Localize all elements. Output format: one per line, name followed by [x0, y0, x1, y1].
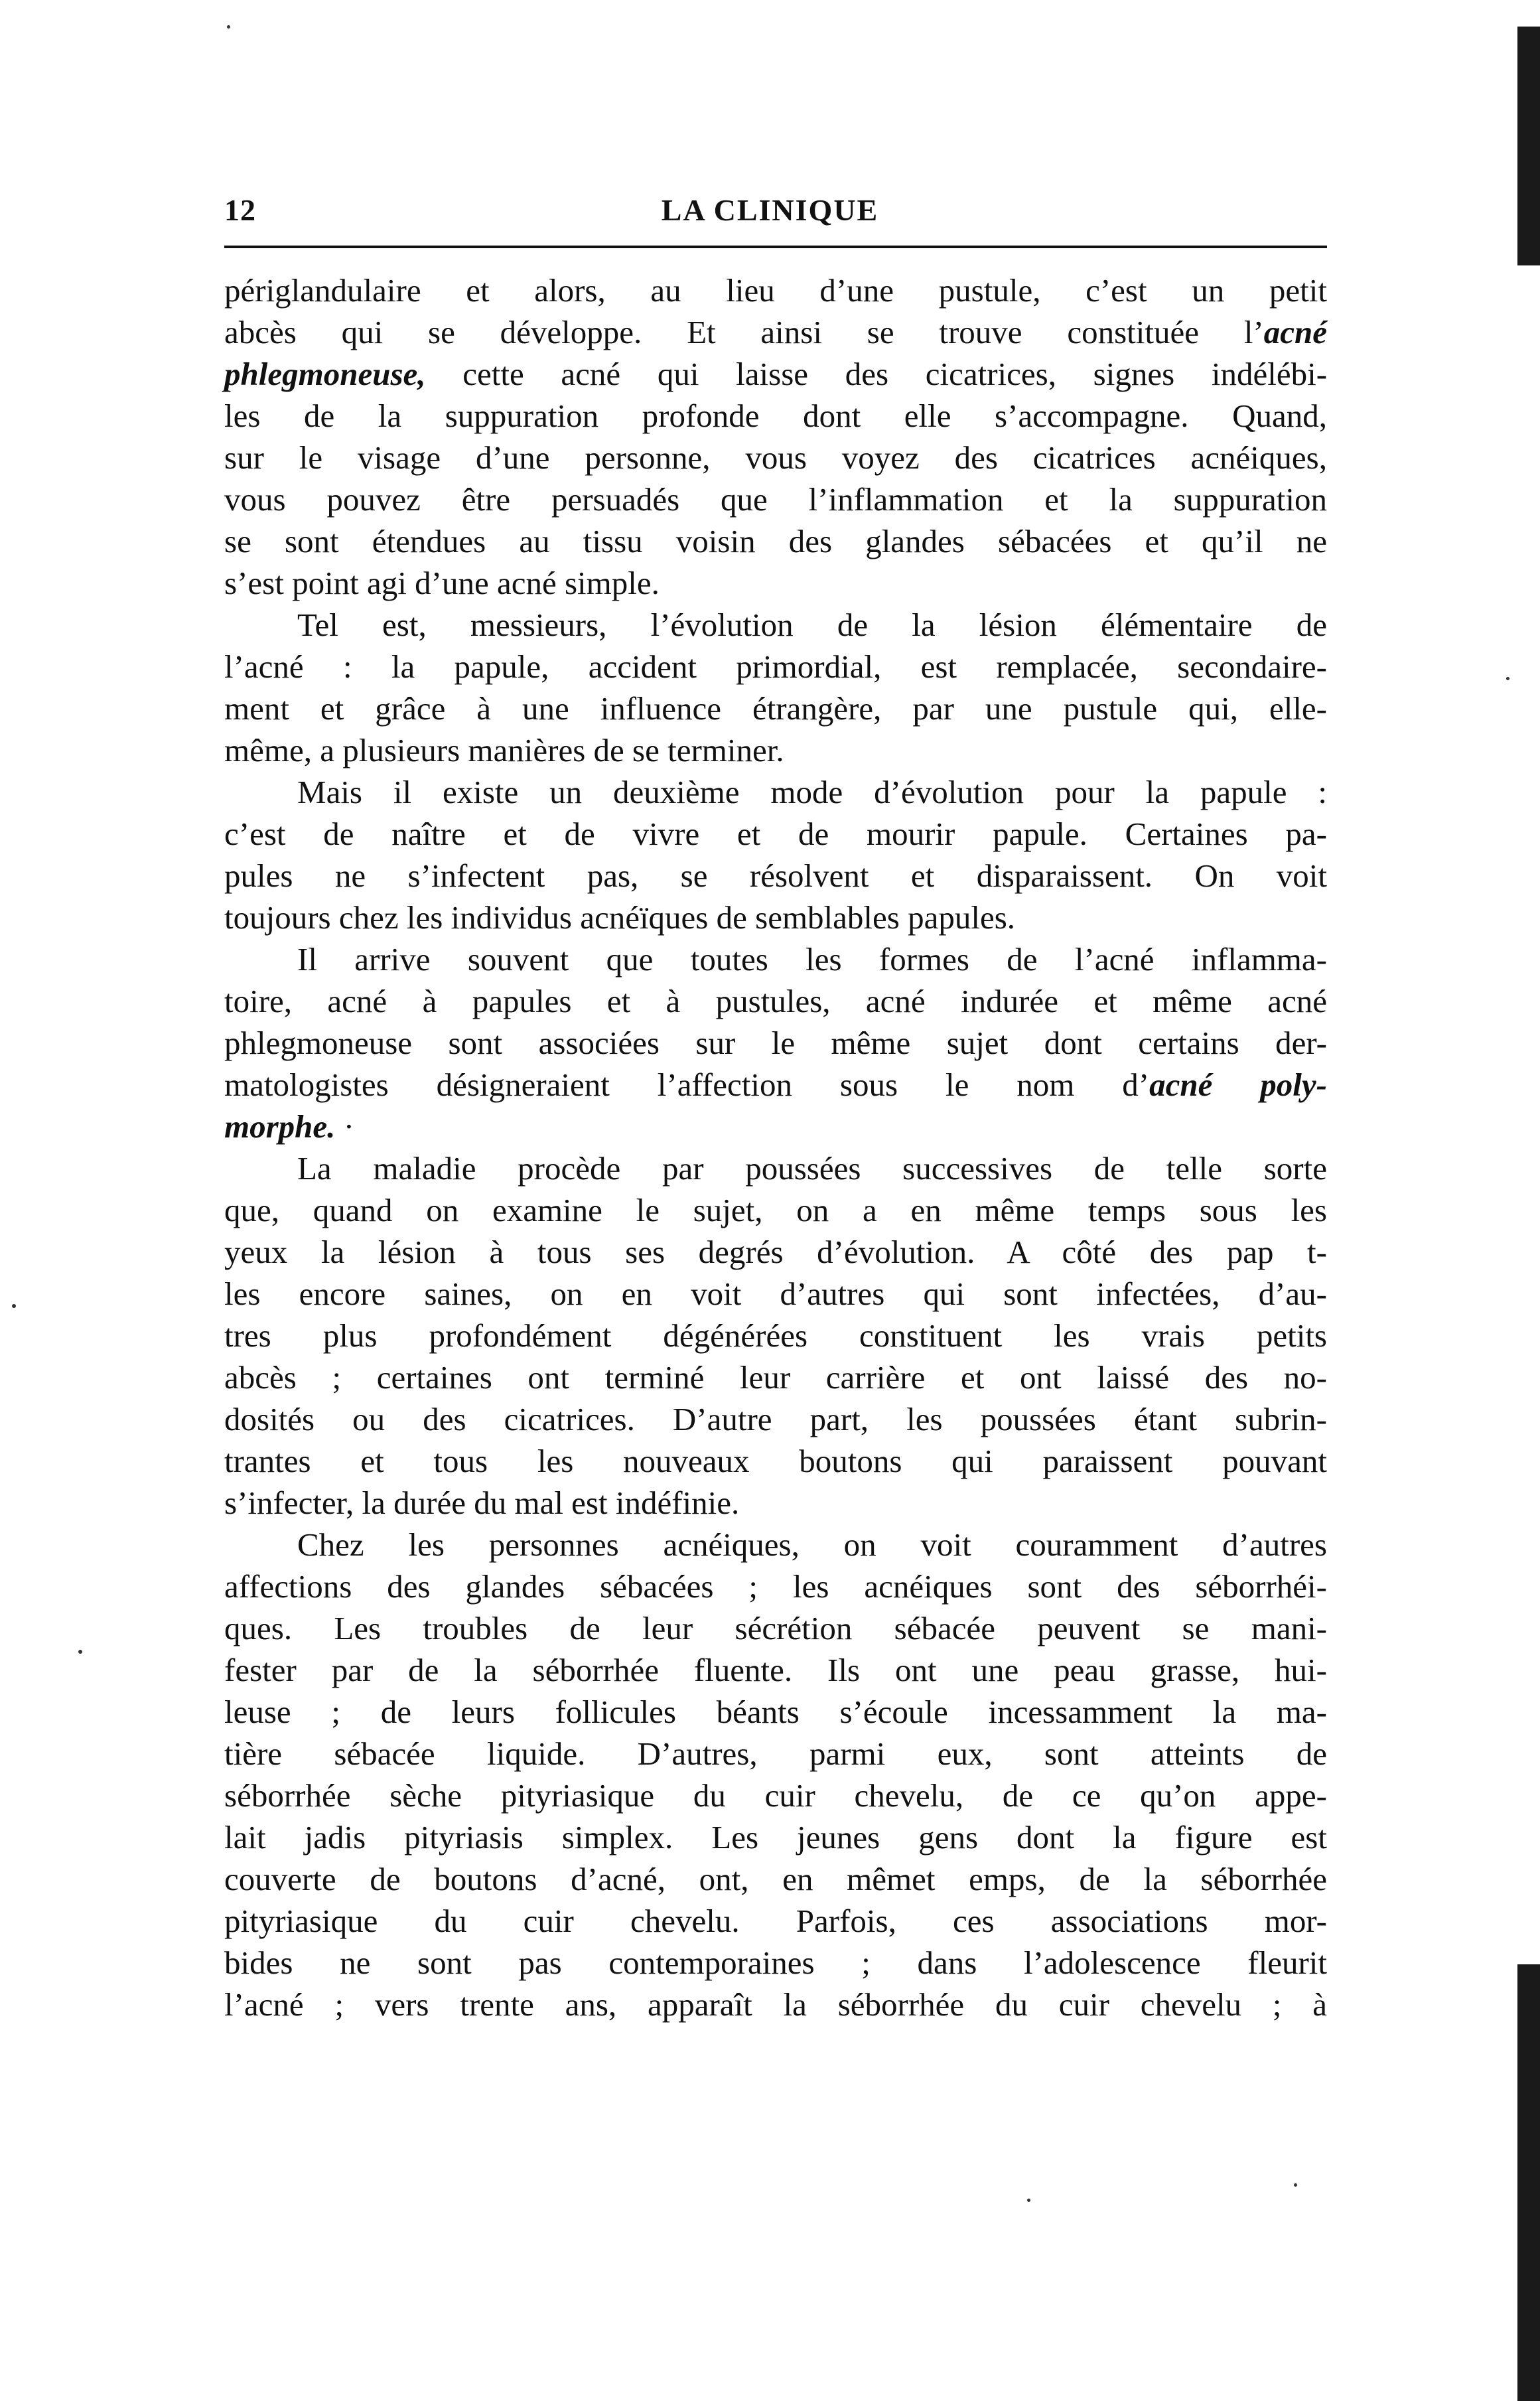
- text-line: c’est de naître et de vivre et de mourir papule. Certaines pa-: [224, 816, 1327, 852]
- text-line: sur le visage d’une personne, vous voyez des cicatrices acnéiques,: [224, 439, 1327, 476]
- italic-term: acné: [1263, 314, 1327, 350]
- text-line: phlegmoneuse sont associées sur le même sujet dont certains der-: [224, 1025, 1327, 1061]
- body-text: [224, 269, 1327, 2025]
- text-line: Mais il existe un deuxième mode d’évolution pour la papule :: [297, 774, 1327, 810]
- text-line: tres plus profondément dégénérées constituent les vrais petits: [224, 1317, 1327, 1354]
- text-line: même, a plusieurs manières de se terminer.: [224, 732, 784, 768]
- text-line: Tel est, messieurs, l’évolution de la lésion élémentaire de: [297, 607, 1327, 643]
- text-line: [224, 1064, 1327, 1106]
- text-line: affections des glandes sébacées ; les acnéiques sont des séborrhéi-: [224, 1568, 1327, 1605]
- text-line: ques. Les troubles de leur sécrétion sébacée peuvent se mani-: [224, 1610, 1327, 1646]
- text-line: dosités ou des cicatrices. D’autre part, les poussées étant subrin-: [224, 1401, 1327, 1437]
- text-line: les de la suppuration profonde dont elle s’accompagne. Quand,: [224, 398, 1327, 434]
- text-line: La maladie procède par poussées successives de telle sorte: [297, 1150, 1327, 1187]
- scan-speck: [1294, 2183, 1297, 2187]
- scan-edge-top: [1517, 27, 1540, 265]
- text-line: tière sébacée liquide. D’autres, parmi eux, sont atteints de: [224, 1735, 1327, 1772]
- text-line: les encore saines, on en voit d’autres qui sont infectées, d’au-: [224, 1275, 1327, 1312]
- text-line: ment et grâce à une influence étrangère, par une pustule qui, elle-: [224, 690, 1327, 727]
- running-title: LA CLINIQUE: [661, 193, 879, 227]
- text-line: abcès ; certaines ont terminé leur carrière et ont laissé des no-: [224, 1359, 1327, 1396]
- header-rule: [224, 246, 1327, 248]
- text-line: l’acné : la papule, accident primordial, est remplacée, secondaire-: [224, 648, 1327, 685]
- text-line: couverte de boutons d’acné, ont, en mêmet emps, de la séborrhée: [224, 1861, 1327, 1897]
- scan-speck: [227, 25, 230, 29]
- text-line: que, quand on examine le sujet, on a en même temps sous les: [224, 1192, 1327, 1228]
- text-line: bides ne sont pas contemporaines ; dans l’adolescence fleurit: [224, 1944, 1327, 1981]
- scan-edge-bottom: [1517, 1964, 1540, 2401]
- text-line: s’infecter, la durée du mal est indéfinie.: [224, 1485, 740, 1521]
- line-text: cette acné qui laisse des cicatrices, signes indélébi-: [462, 356, 1328, 392]
- text-line: [224, 353, 1327, 395]
- scan-speck: [78, 1650, 82, 1654]
- page-number: 12: [224, 193, 256, 227]
- scan-speck: [12, 1304, 16, 1308]
- text-line: fester par de la séborrhée fluente. Ils ont une peau grasse, hui-: [224, 1652, 1327, 1688]
- text-line: périglandulaire et alors, au lieu d’une pustule, c’est un petit: [224, 272, 1327, 309]
- text-line: leuse ; de leurs follicules béants s’écoule incessamment la ma-: [224, 1694, 1327, 1730]
- text-line: toire, acné à papules et à pustules, acné indurée et même acné: [224, 983, 1327, 1019]
- text-line: Chez les personnes acnéiques, on voit couramment d’autres: [297, 1526, 1327, 1563]
- line-text: abcès qui se développe. Et ainsi se trouve constituée l’: [224, 314, 1264, 350]
- scan-speck: [1506, 677, 1509, 680]
- text-line: se sont étendues au tissu voisin des glandes sébacées et qu’il ne: [224, 523, 1327, 559]
- text-line: vous pouvez être persuadés que l’inflammation et la suppuration: [224, 481, 1327, 518]
- text-line: pules ne s’infectent pas, se résolvent et disparaissent. On voit: [224, 857, 1327, 894]
- stray-mark: ·: [343, 1108, 355, 1145]
- text-line: [224, 311, 1327, 353]
- text-line: Il arrive souvent que toutes les formes de l’acné inflamma-: [297, 941, 1327, 978]
- text-line: s’est point agi d’une acné simple.: [224, 565, 660, 601]
- scan-speck: [1027, 2199, 1030, 2202]
- italic-term: phlegmoneuse,: [224, 356, 426, 392]
- text-line: trantes et tous les nouveaux boutons qui paraissent pouvant: [224, 1443, 1327, 1479]
- italic-term: acné poly-: [1149, 1066, 1327, 1103]
- text-line: l’acné ; vers trente ans, apparaît la séborrhée du cuir chevelu ; à: [224, 1986, 1327, 2023]
- line-text: matologistes désigneraient l’affection sous le nom d’: [224, 1066, 1150, 1103]
- text-line: pityriasique du cuir chevelu. Parfois, ces associations mor-: [224, 1903, 1327, 1939]
- italic-term: morphe.: [224, 1108, 336, 1145]
- text-line: toujours chez les individus acnéïques de semblables papules.: [224, 899, 1016, 936]
- text-line: [224, 1106, 1327, 1147]
- text-line: yeux la lésion à tous ses degrés d’évolution. A côté des pap t-: [224, 1234, 1327, 1270]
- text-line: lait jadis pityriasis simplex. Les jeunes gens dont la figure est: [224, 1819, 1327, 1855]
- text-line: séborrhée sèche pityriasique du cuir chevelu, de ce qu’on appe-: [224, 1777, 1327, 1814]
